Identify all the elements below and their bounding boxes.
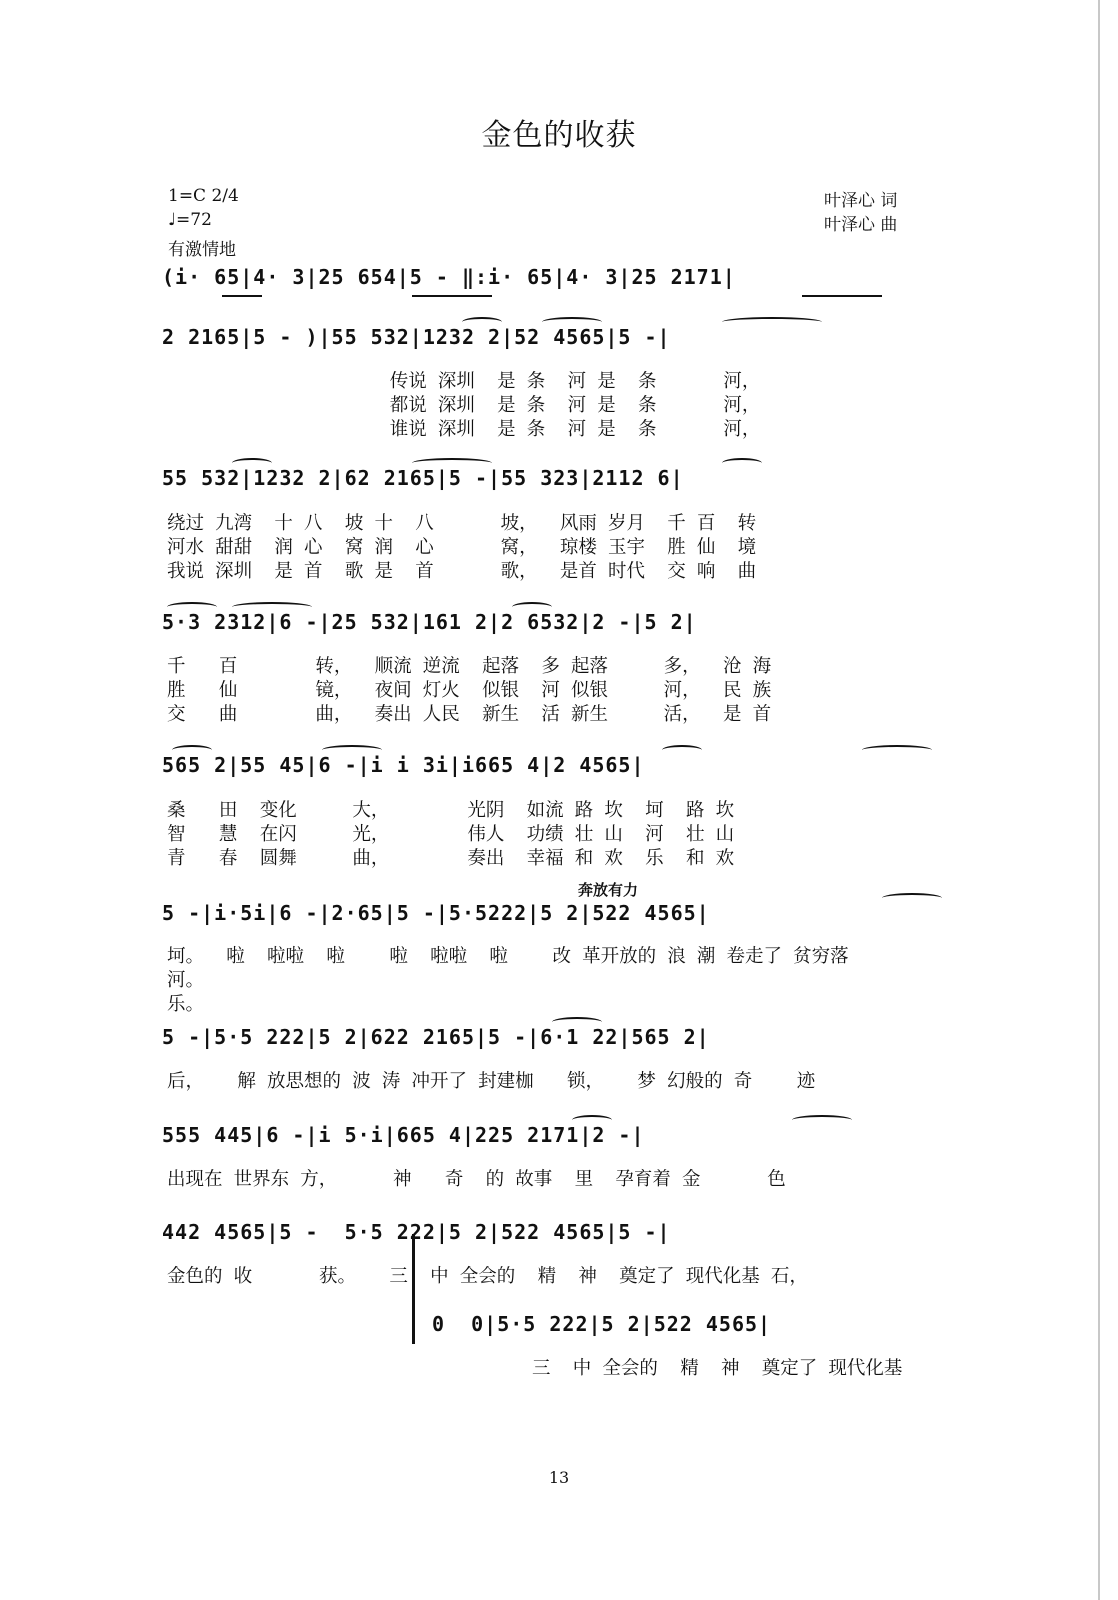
- lyricist-credit: 叶泽心 词: [824, 191, 898, 211]
- expression-marking: 有激情地: [168, 240, 236, 260]
- notation-line: 5 -|i·5i|6 -|2·65|5 -|5·5222|5 2|522 4565|: [162, 901, 710, 925]
- lyric-verse-3: 我说 深圳 是 首 歌 是 首 歌， 是首 时代 交 响 曲: [167, 561, 757, 582]
- lyric-verse-1: 千 百 转， 顺流 逆流 起落 多 起落 多， 沧 海: [167, 656, 772, 677]
- song-title: 金色的收获: [481, 118, 637, 153]
- notation-line: 55 532|1232 2|62 2165|5 -|55 323|2112 6|: [162, 466, 684, 490]
- lyric-verse-1: 金色的 收 获。 三 中 全会的 精 神 奠定了 现代化基 石，: [167, 1266, 808, 1287]
- notation-line: (i· 65|4· 3|25 654|5 - ‖:i· 65|4· 3|25 2171|: [162, 265, 736, 289]
- lyric-verse-1: 三 中 全会的 精 神 奠定了 现代化基: [532, 1358, 903, 1379]
- lyric-verse-1: 传说 深圳 是 条 河 是 条 河，: [167, 371, 761, 392]
- key-time-signature: 1=C 2/4: [168, 186, 239, 206]
- notation-line: 442 4565|5 - 5·5 222|5 2|522 4565|5 -|: [162, 1220, 671, 1244]
- composer-credit: 叶泽心 曲: [824, 215, 898, 235]
- part-bracket: [412, 1234, 415, 1344]
- tempo-marking: ♩=72: [168, 210, 212, 230]
- lyric-verse-1: 坷。 啦 啦啦 啦 啦 啦啦 啦 改 革开放的 浪 潮 卷走了 贫穷落: [167, 946, 849, 967]
- notation-line: 555 445|6 -|i 5·i|665 4|225 2171|2 -|: [162, 1123, 645, 1147]
- page-number: 13: [548, 1468, 570, 1487]
- lyric-verse-1: 出现在 世界东 方， 神 奇 的 故事 里 孕育着 金 色: [167, 1169, 786, 1190]
- notation-line: 0 0|5·5 222|5 2|522 4565|: [432, 1312, 772, 1336]
- lyric-verse-3: 青 春 圆舞 曲， 奏出 幸福 和 欢 乐 和 欢: [167, 848, 735, 869]
- lyric-verse-1: 桑 田 变化 大， 光阴 如流 路 坎 坷 路 坎: [167, 800, 735, 821]
- notation-line: 2 2165|5 - )|55 532|1232 2|52 4565|5 -|: [162, 325, 671, 349]
- lyric-verse-3: 乐。: [167, 994, 205, 1015]
- lyric-verse-1: 绕过 九湾 十 八 坡 十 八 坡， 风雨 岁月 千 百 转: [167, 513, 757, 534]
- notation-line: 5 -|5·5 222|5 2|622 2165|5 -|6·1 22|565 2|: [162, 1025, 710, 1049]
- notation-line: 565 2|55 45|6 -|i i 3i|i665 4|2 4565|: [162, 753, 645, 777]
- lyric-verse-2: 河水 甜甜 润 心 窝 润 心 窝， 琼楼 玉宇 胜 仙 境: [167, 537, 757, 558]
- lyric-verse-1: 后， 解 放思想的 波 涛 冲开了 封建枷 锁， 梦 幻般的 奇 迹: [167, 1071, 816, 1092]
- notation-line: 5·3 2312|6 -|25 532|161 2|2 6532|2 -|5 2|: [162, 610, 697, 634]
- lyric-verse-2: 都说 深圳 是 条 河 是 条 河，: [167, 395, 761, 416]
- lyric-verse-3: 谁说 深圳 是 条 河 是 条 河，: [167, 419, 761, 440]
- lyric-verse-2: 河。: [167, 970, 205, 991]
- lyric-verse-2: 胜 仙 镜， 夜间 灯火 似银 河 似银 河， 民 族: [167, 680, 772, 701]
- expression-bright: 奔放有力: [578, 881, 639, 899]
- lyric-verse-2: 智 慧 在闪 光， 伟人 功绩 壮 山 河 壮 山: [167, 824, 735, 845]
- lyric-verse-3: 交 曲 曲， 奏出 人民 新生 活 新生 活， 是 首: [167, 704, 772, 725]
